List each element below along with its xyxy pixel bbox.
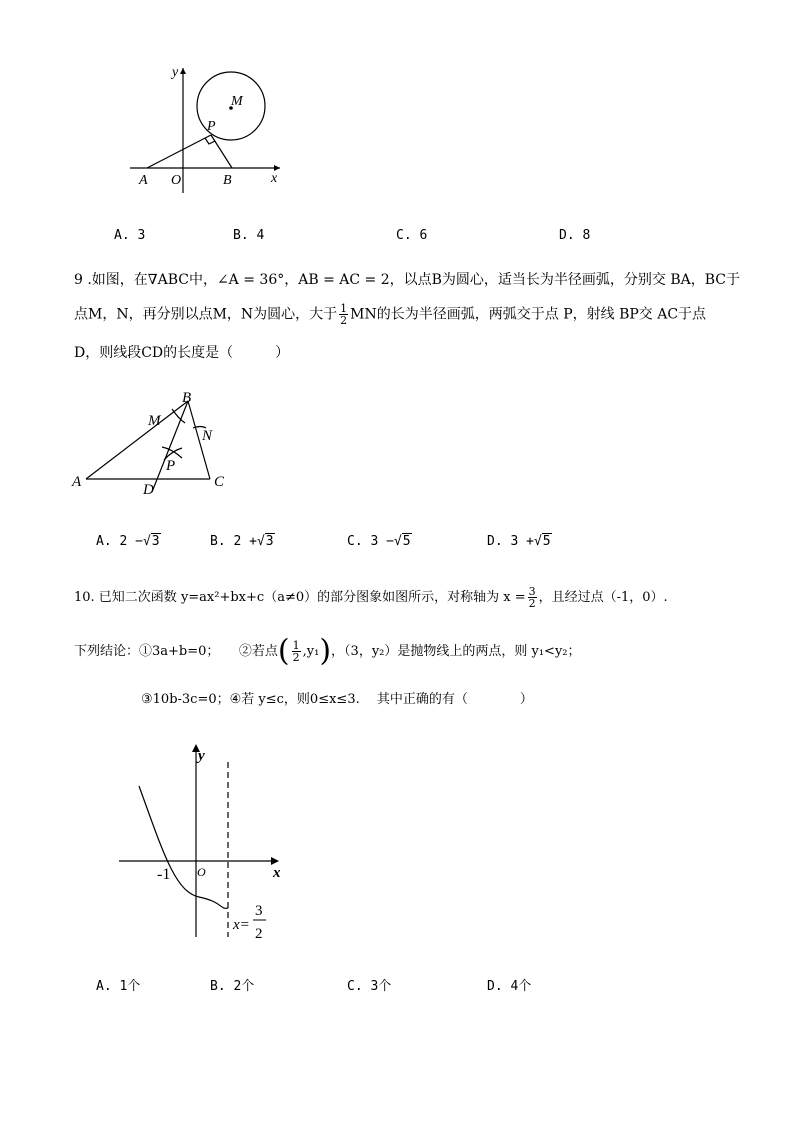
label-axis-den: 2	[255, 926, 263, 942]
label-axis-num: 3	[255, 903, 263, 919]
q8-option-b[interactable]: B. 4	[233, 228, 265, 243]
q9-option-a[interactable]: A. 2 −√3	[96, 534, 160, 549]
label-a: A	[72, 474, 82, 490]
label-o: O	[171, 173, 182, 188]
q9-option-d[interactable]: D. 3 +√5	[487, 534, 551, 549]
label-d: D	[143, 482, 154, 498]
label-x: x	[271, 171, 278, 186]
figure-q10	[115, 742, 290, 947]
label-m: M	[148, 413, 161, 429]
q8-option-c[interactable]: C. 6	[396, 228, 428, 243]
label-y: y	[198, 748, 205, 764]
fraction-one-half: $\frac{1}{2}$	[340, 302, 348, 327]
q10-option-c[interactable]: C. 3个	[347, 979, 392, 994]
figure-q8	[125, 60, 295, 195]
label-c: C	[214, 474, 225, 490]
label-y: y	[172, 65, 179, 80]
segment-ap	[147, 135, 211, 168]
q10-option-d[interactable]: D. 4个	[487, 979, 532, 994]
label-b: B	[182, 390, 192, 406]
q10-line-2: 下列结论：①3a+b=0； ②若点( $\frac{1}{2}$ ,y₁)，（3，y₂）是抛物线上的两点，则 y₁<y₂；	[74, 633, 581, 669]
q8-option-d[interactable]: D. 8	[559, 228, 591, 243]
q10-option-b[interactable]: B. 2个	[210, 979, 255, 994]
fraction-three-halves: $\frac{3}{2}$	[528, 585, 536, 610]
q9-line-3: D，则线段CD的长度是（ ）	[74, 345, 290, 361]
label-p: P	[166, 458, 176, 474]
arc-m	[172, 409, 185, 423]
q10-line-3: ③10b-3c=0；④若 y≤c，则0≤x≤3. 其中正确的有（ ）	[141, 692, 533, 707]
label-m: M	[231, 94, 243, 109]
label-a: A	[139, 173, 148, 188]
q9-line-2-part-a: 点M，N，再分别以点M，N为圆心，大于	[74, 306, 338, 323]
label-axis-x: x=	[233, 917, 250, 933]
figure-q9	[68, 388, 238, 498]
label-p: P	[207, 119, 216, 134]
label-n: N	[202, 428, 213, 444]
label-minus-one: -1	[157, 866, 171, 883]
q9-option-b[interactable]: B. 2 +√3	[210, 534, 274, 549]
q9-line-1: 9 .如图，在∇ABC中，∠A = 36°，AB = AC = 2，以点B为圆心，适当长为半径画弧，分别交 BA，BC于	[74, 272, 741, 288]
q8-option-a[interactable]: A. 3	[114, 228, 146, 243]
q9-line-2-part-b: MN的长为半径画弧，两弧交于点 P，射线 BP交 AC于点	[350, 306, 707, 323]
parabola	[139, 786, 228, 908]
q9-line-2	[74, 303, 706, 326]
label-o: O	[197, 865, 206, 879]
fraction-one-half: $\frac{1}{2}$	[292, 639, 300, 664]
label-x: x	[273, 865, 281, 881]
label-b: B	[223, 173, 232, 188]
q9-option-c[interactable]: C. 3 −√5	[347, 534, 411, 549]
x-arrow	[271, 857, 279, 865]
q10-option-a[interactable]: A. 1个	[96, 979, 141, 994]
q10-line-1: 10. 已知二次函数 y=ax²+bx+c（a≠0）的部分图象如图所示，对称轴为 x = $\frac{3}{2}$ ，且经过点（-1，0）.	[74, 585, 668, 610]
y-arrow	[180, 68, 186, 74]
